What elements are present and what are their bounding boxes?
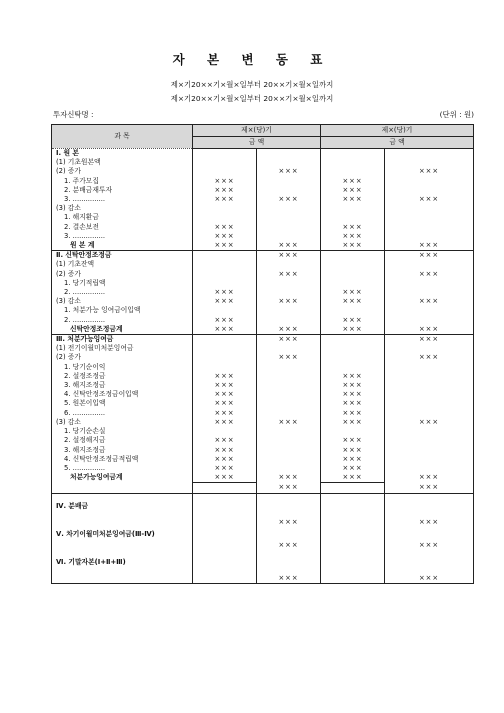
row-label: (2) 증가 (52, 167, 193, 176)
row-label: 3. ............... (52, 232, 193, 241)
amount-cell-c (321, 335, 385, 345)
table-row (52, 335, 474, 345)
amount-cell-b: ××× (257, 518, 321, 527)
amount-cell-a (193, 279, 257, 288)
amount-cell-b (257, 464, 321, 473)
row-label: Ⅴ. 차기이월미처분잉여금(Ⅲ-Ⅳ) (52, 527, 193, 541)
table-row (52, 325, 474, 335)
amount-cell-c: ××× (321, 418, 385, 427)
amount-cell-d (385, 493, 474, 518)
amount-cell-c: ××× (321, 325, 385, 335)
amount-cell-b (257, 446, 321, 455)
amount-cell-c (321, 483, 385, 493)
amount-cell-d (385, 372, 474, 381)
amount-cell-c: ××× (321, 241, 385, 251)
amount-cell-d: ××× (385, 325, 474, 335)
amount-cell-a (193, 550, 257, 574)
amount-cell-b: ××× (257, 483, 321, 493)
table-row (52, 390, 474, 399)
amount-cell-c: ××× (321, 195, 385, 204)
amount-cell-a: ××× (193, 316, 257, 325)
table-row (52, 541, 474, 550)
amount-cell-d (385, 527, 474, 541)
amount-cell-d (385, 455, 474, 464)
row-label: 1. 당기순이익 (52, 363, 193, 372)
amount-cell-b (257, 204, 321, 213)
amount-cell-a (193, 270, 257, 279)
amount-cell-c: ××× (321, 446, 385, 455)
amount-cell-c (321, 541, 385, 550)
table-row (52, 204, 474, 213)
table-row (52, 232, 474, 241)
amount-cell-a (193, 344, 257, 353)
amount-cell-a (193, 518, 257, 527)
amount-cell-c: ××× (321, 390, 385, 399)
amount-cell-b (257, 223, 321, 232)
row-label: 1. 당기순손실 (52, 427, 193, 436)
amount-cell-d (385, 149, 474, 159)
amount-cell-c: ××× (321, 381, 385, 390)
table-row (52, 418, 474, 427)
row-label: (3) 감소 (52, 418, 193, 427)
row-label: 1. 당기적립액 (52, 279, 193, 288)
amount-cell-b (257, 344, 321, 353)
table-row (52, 297, 474, 306)
table-row (52, 363, 474, 372)
amount-cell-b: ××× (257, 251, 321, 261)
amount-cell-c (321, 213, 385, 222)
table-row (52, 399, 474, 408)
header-subject: 과 목 (52, 125, 193, 149)
row-label: 2. ............... (52, 288, 193, 297)
amount-cell-a: ××× (193, 186, 257, 195)
table-row (52, 455, 474, 464)
capital-changes-table (51, 124, 474, 584)
table-row (52, 213, 474, 222)
row-label: Ⅵ. 기말자본(Ⅰ+Ⅱ+Ⅲ) (52, 550, 193, 574)
amount-cell-c: ××× (321, 409, 385, 418)
amount-cell-a: ××× (193, 195, 257, 204)
table-row (52, 288, 474, 297)
document-title: 자 본 변 동 표 (172, 52, 332, 67)
amount-cell-d: ××× (385, 483, 474, 493)
amount-cell-c (321, 279, 385, 288)
row-label: 1. 주가모집 (52, 177, 193, 186)
row-label: 2. 결손보전 (52, 223, 193, 232)
amount-cell-a: ××× (193, 223, 257, 232)
amount-cell-a (193, 167, 257, 176)
table-row (52, 353, 474, 362)
amount-cell-a: ××× (193, 409, 257, 418)
row-label (52, 483, 193, 493)
amount-cell-c: ××× (321, 186, 385, 195)
amount-cell-b (257, 279, 321, 288)
amount-cell-c (321, 344, 385, 353)
amount-cell-b: ××× (257, 574, 321, 584)
row-label: (3) 감소 (52, 204, 193, 213)
amount-cell-a (193, 149, 257, 159)
amount-cell-d (385, 288, 474, 297)
header-current-period: 제×(당)기 (193, 125, 321, 137)
amount-cell-d: ××× (385, 297, 474, 306)
table-row (52, 446, 474, 455)
amount-cell-a (193, 527, 257, 541)
row-label: Ⅱ. 신탁안정조정금 (52, 251, 193, 261)
amount-cell-c (321, 527, 385, 541)
amount-cell-d (385, 464, 474, 473)
period-previous: 제×기20××기×월×일부터 20××기×월×일까지 (170, 94, 334, 103)
amount-cell-a: ××× (193, 464, 257, 473)
row-label: Ⅲ. 처분가능잉여금 (52, 335, 193, 345)
amount-cell-a: ××× (193, 381, 257, 390)
amount-cell-c (321, 574, 385, 584)
row-label: 1. 해지환금 (52, 213, 193, 222)
amount-cell-d: ××× (385, 270, 474, 279)
amount-cell-c: ××× (321, 316, 385, 325)
amount-cell-a (193, 353, 257, 362)
amount-cell-d (385, 436, 474, 445)
amount-cell-d: ××× (385, 241, 474, 251)
period-current: 제×기20××기×월×일부터 20××기×월×일까지 (170, 80, 334, 89)
amount-cell-d: ××× (385, 251, 474, 261)
table-row (52, 167, 474, 176)
amount-cell-c (321, 363, 385, 372)
amount-cell-b (257, 550, 321, 574)
table-row (52, 158, 474, 167)
amount-cell-d: ××× (385, 541, 474, 550)
amount-cell-b (257, 436, 321, 445)
amount-cell-a: ××× (193, 325, 257, 335)
amount-cell-b (257, 381, 321, 390)
row-label: (2) 증가 (52, 270, 193, 279)
amount-cell-c (321, 167, 385, 176)
amount-cell-b: ××× (257, 297, 321, 306)
table-row (52, 270, 474, 279)
amount-cell-d (385, 260, 474, 269)
amount-cell-d (385, 446, 474, 455)
amount-cell-a (193, 363, 257, 372)
amount-cell-c (321, 427, 385, 436)
row-label: (2) 증가 (52, 353, 193, 362)
amount-cell-a: ××× (193, 455, 257, 464)
amount-cell-b (257, 149, 321, 159)
amount-cell-b: ××× (257, 353, 321, 362)
amount-cell-b (257, 363, 321, 372)
row-label: 신탁안정조정금계 (52, 325, 193, 335)
amount-cell-c (321, 306, 385, 315)
amount-cell-a: ××× (193, 473, 257, 483)
amount-cell-d (385, 390, 474, 399)
trust-name-label: 투자신탁명 : (53, 110, 94, 119)
amount-cell-b: ××× (257, 195, 321, 204)
amount-cell-c (321, 493, 385, 518)
amount-cell-a: ××× (193, 177, 257, 186)
amount-cell-d: ××× (385, 473, 474, 483)
header-prior-amount: 금 액 (321, 137, 474, 149)
amount-cell-b: ××× (257, 473, 321, 483)
amount-cell-c (321, 204, 385, 213)
row-label: 4. 신탁안정조정금적립액 (52, 455, 193, 464)
table-row (52, 473, 474, 483)
amount-cell-a (193, 483, 257, 493)
amount-cell-d (385, 177, 474, 186)
table-row (52, 260, 474, 269)
amount-cell-d (385, 186, 474, 195)
row-label: (1) 기초잔액 (52, 260, 193, 269)
amount-cell-d: ××× (385, 167, 474, 176)
amount-cell-d (385, 306, 474, 315)
table-row (52, 493, 474, 518)
amount-cell-b (257, 158, 321, 167)
row-label: 1. 처분가능 잉여금이입액 (52, 306, 193, 315)
row-label: 3. ............... (52, 195, 193, 204)
row-label (52, 574, 193, 584)
amount-cell-b (257, 177, 321, 186)
amount-cell-b (257, 409, 321, 418)
row-label: Ⅳ. 분배금 (52, 493, 193, 518)
table-row (52, 436, 474, 445)
table-row (52, 372, 474, 381)
unit-label: (단위 : 원) (439, 110, 474, 119)
amount-cell-c (321, 260, 385, 269)
amount-cell-b: ××× (257, 167, 321, 176)
amount-cell-b (257, 399, 321, 408)
amount-cell-d (385, 158, 474, 167)
row-label: 2. ............... (52, 316, 193, 325)
amount-cell-d (385, 409, 474, 418)
amount-cell-b: ××× (257, 325, 321, 335)
row-label: 처분가능잉여금계 (52, 473, 193, 483)
amount-cell-d (385, 223, 474, 232)
amount-cell-b (257, 288, 321, 297)
table-row (52, 483, 474, 493)
amount-cell-d: ××× (385, 195, 474, 204)
amount-cell-d: ××× (385, 418, 474, 427)
amount-cell-c: ××× (321, 232, 385, 241)
amount-cell-b (257, 427, 321, 436)
amount-cell-b (257, 186, 321, 195)
table-body (52, 149, 474, 584)
table-row (52, 381, 474, 390)
row-label: (3) 감소 (52, 297, 193, 306)
amount-cell-d (385, 279, 474, 288)
amount-cell-c (321, 149, 385, 159)
table-row (52, 427, 474, 436)
amount-cell-b: ××× (257, 335, 321, 345)
table-row (52, 306, 474, 315)
row-label: 2. 분배금재투자 (52, 186, 193, 195)
header-current-amount: 금 액 (193, 137, 321, 149)
amount-cell-c: ××× (321, 297, 385, 306)
row-label: (1) 기초원본액 (52, 158, 193, 167)
row-label: 4. 신탁안정조정금이입액 (52, 390, 193, 399)
amount-cell-b: ××× (257, 270, 321, 279)
table-row (52, 149, 474, 159)
amount-cell-c: ××× (321, 399, 385, 408)
row-label: 6. ............... (52, 409, 193, 418)
amount-cell-a (193, 204, 257, 213)
amount-cell-b (257, 527, 321, 541)
amount-cell-c (321, 251, 385, 261)
amount-cell-a (193, 335, 257, 345)
amount-cell-d (385, 399, 474, 408)
table-row (52, 518, 474, 527)
amount-cell-d (385, 550, 474, 574)
amount-cell-a: ××× (193, 232, 257, 241)
table-row (52, 177, 474, 186)
table-row (52, 251, 474, 261)
table-row (52, 550, 474, 574)
amount-cell-d (385, 316, 474, 325)
table-row (52, 344, 474, 353)
amount-cell-d (385, 363, 474, 372)
row-label: 3. 해지조정금 (52, 446, 193, 455)
amount-cell-d: ××× (385, 518, 474, 527)
amount-cell-a (193, 306, 257, 315)
amount-cell-c (321, 353, 385, 362)
row-label: 5. ............... (52, 464, 193, 473)
row-label: Ⅰ. 원 본 (52, 149, 193, 159)
row-label: 5. 원본이입액 (52, 399, 193, 408)
amount-cell-d (385, 427, 474, 436)
table-row (52, 464, 474, 473)
amount-cell-b (257, 372, 321, 381)
row-label (52, 518, 193, 527)
amount-cell-b: ××× (257, 541, 321, 550)
amount-cell-a (193, 213, 257, 222)
amount-cell-a (193, 493, 257, 518)
amount-cell-a: ××× (193, 418, 257, 427)
amount-cell-a (193, 574, 257, 584)
row-label (52, 541, 193, 550)
amount-cell-d (385, 204, 474, 213)
amount-cell-c: ××× (321, 288, 385, 297)
table-row (52, 186, 474, 195)
row-label: (1) 전기이월미처분잉여금 (52, 344, 193, 353)
amount-cell-b (257, 232, 321, 241)
amount-cell-d: ××× (385, 353, 474, 362)
amount-cell-c: ××× (321, 436, 385, 445)
amount-cell-b (257, 213, 321, 222)
row-label: 2. 설정해지금 (52, 436, 193, 445)
amount-cell-a (193, 158, 257, 167)
amount-cell-a: ××× (193, 390, 257, 399)
amount-cell-a: ××× (193, 297, 257, 306)
amount-cell-d (385, 232, 474, 241)
amount-cell-b (257, 316, 321, 325)
amount-cell-d: ××× (385, 335, 474, 345)
row-label: 원 본 계 (52, 241, 193, 251)
table-row (52, 316, 474, 325)
amount-cell-a (193, 251, 257, 261)
amount-cell-a: ××× (193, 446, 257, 455)
amount-cell-d (385, 213, 474, 222)
amount-cell-b (257, 493, 321, 518)
amount-cell-d: ××× (385, 574, 474, 584)
amount-cell-c: ××× (321, 372, 385, 381)
amount-cell-a: ××× (193, 288, 257, 297)
amount-cell-b (257, 455, 321, 464)
amount-cell-c: ××× (321, 455, 385, 464)
table-row (52, 527, 474, 541)
amount-cell-d (385, 344, 474, 353)
amount-cell-c (321, 518, 385, 527)
amount-cell-b: ××× (257, 418, 321, 427)
amount-cell-b (257, 260, 321, 269)
row-label: 3. 해지조정금 (52, 381, 193, 390)
amount-cell-c: ××× (321, 177, 385, 186)
amount-cell-c (321, 158, 385, 167)
header-prior-period: 제×(당)기 (321, 125, 474, 137)
amount-cell-b (257, 390, 321, 399)
amount-cell-c (321, 550, 385, 574)
amount-cell-a (193, 541, 257, 550)
table-row (52, 241, 474, 251)
amount-cell-a (193, 260, 257, 269)
amount-cell-c: ××× (321, 473, 385, 483)
amount-cell-c: ××× (321, 223, 385, 232)
amount-cell-b: ××× (257, 241, 321, 251)
amount-cell-c: ××× (321, 464, 385, 473)
amount-cell-a: ××× (193, 241, 257, 251)
amount-cell-c (321, 270, 385, 279)
amount-cell-d (385, 381, 474, 390)
amount-cell-a: ××× (193, 436, 257, 445)
table-row (52, 409, 474, 418)
amount-cell-a: ××× (193, 399, 257, 408)
table-row (52, 223, 474, 232)
amount-cell-a (193, 427, 257, 436)
row-label: 2. 설정조정금 (52, 372, 193, 381)
amount-cell-a: ××× (193, 372, 257, 381)
table-row (52, 195, 474, 204)
table-row (52, 279, 474, 288)
table-row (52, 574, 474, 584)
amount-cell-b (257, 306, 321, 315)
